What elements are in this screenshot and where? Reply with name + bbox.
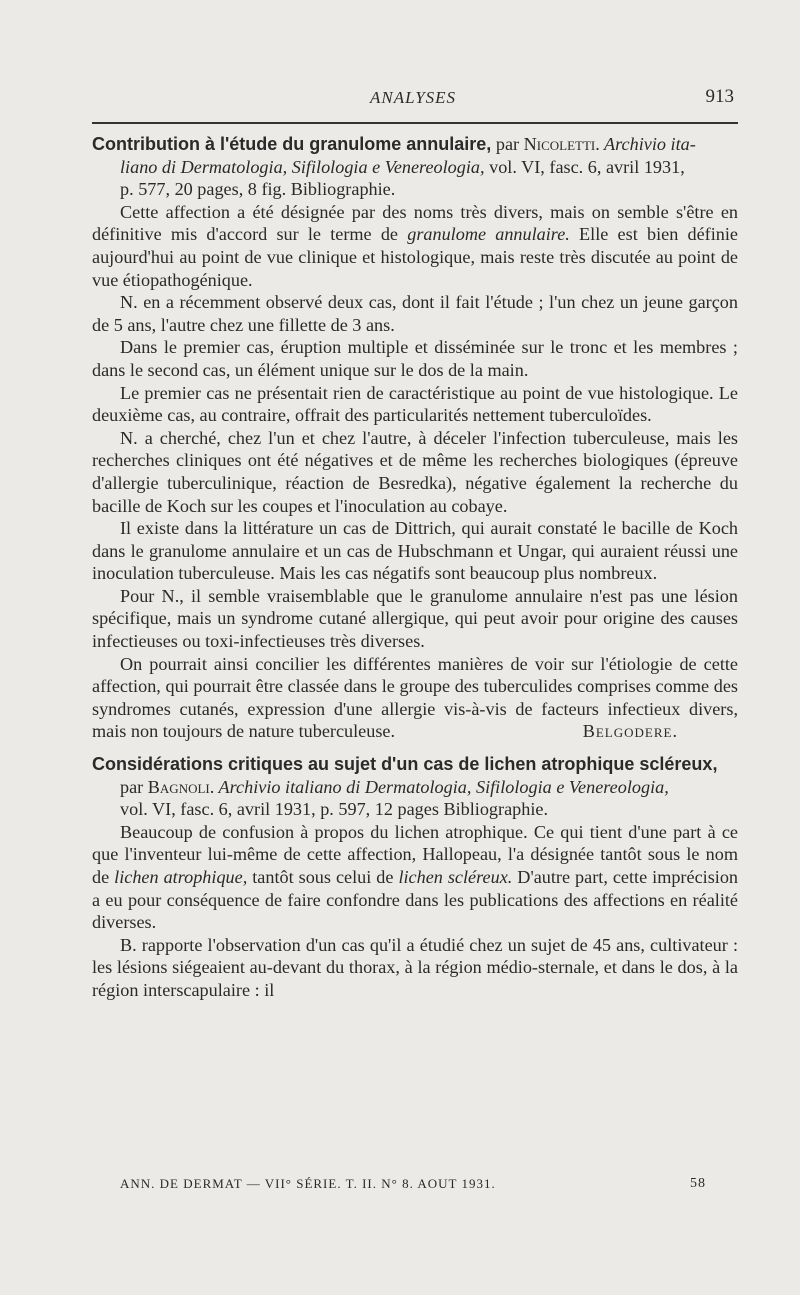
- article-reference: [92, 133, 738, 156]
- article-reference-tail: p. 577, 20 pages, 8 fig. Bibliographie.: [120, 179, 396, 200]
- journal-name-end: liano di Dermatologia, Sifilologia e Venereologia,: [120, 156, 485, 177]
- paragraph: [92, 201, 738, 291]
- emphasis: granulome annulaire.: [407, 224, 570, 245]
- paragraph: [92, 653, 738, 743]
- text-run: Cette affection a été désignée par des noms très divers, mais on semble s'être en définitive mis d'accord sur le terme de: [92, 201, 738, 245]
- article-lichen: [92, 753, 738, 1002]
- article-reference-tail: vol. VI, fasc. 6, avril 1931, p. 597, 12 pages Bibliographie.: [120, 799, 549, 820]
- article-author: Bagnoli.: [147, 776, 215, 797]
- article-reference-cont: [120, 156, 738, 179]
- text-run: Elle est bien définie aujourd'hui au point de vue clinique et histologique, mais reste très discutée au point de vue étiopathogénique.: [92, 224, 738, 290]
- text-run: D'autre part, cette imprécision a eu pour conséquence de faire confondre dans les publications des affections en réalité diverses.: [92, 867, 739, 933]
- paragraph: Le premier cas ne présentait rien de caractéristique au point de vue histologique. Le deuxième cas, au contraire, offrait des particularités nettement tuberculoïdes.: [92, 382, 738, 426]
- journal-name-start: Archivio ita-: [599, 134, 696, 154]
- journal-name: Archivio italiano di Dermatologia, Sifilologia e Venereologia,: [214, 776, 669, 797]
- journal-volume: vol. VI, fasc. 6, avril 1931,: [484, 156, 685, 177]
- signature-number: 58: [690, 1176, 706, 1191]
- by-word: par: [120, 776, 148, 797]
- text-run: Beaucoup de confusion à propos du lichen atrophique. Ce qui tient d'une part à ce que l'inventeur lui-même de cette affection, Hallopeau, l'a désignée tantôt sous le nom de: [92, 821, 738, 887]
- running-header: [92, 86, 734, 116]
- article-author: Nicoletti.: [523, 134, 600, 154]
- paragraph: [92, 821, 738, 934]
- paragraph: N. en a récemment observé deux cas, dont il fait l'étude ; l'un chez un jeune garçon de 5 ans, l'autre chez une fillette de 3 ans.: [92, 292, 738, 335]
- article-reference-cont: [120, 776, 738, 799]
- text-run: On pourrait ainsi concilier les différentes manières de voir sur l'étiologie de cette affection, qui pourrait être classée dans le groupe des tuberculides comprises comme des syndromes cutanés, expression d'une allergie vis-à-vis de facteurs infectieux divers, mais non toujours de nature tuberculeuse.: [92, 653, 738, 742]
- emphasis: lichen atrophique,: [114, 867, 248, 887]
- article-title: Contribution à l'étude du granulome annulaire,: [92, 134, 492, 154]
- article-reference: [92, 753, 738, 776]
- by-word: par: [491, 134, 524, 154]
- article-title: Considérations critiques au sujet d'un cas de lichen atrophique scléreux,: [92, 754, 718, 775]
- footer-text: ANN. DE DERMAT — VII° SÉRIE. T. II. N° 8. AOUT 1931.: [120, 1176, 496, 1191]
- paragraph: B. rapporte l'observation d'un cas qu'il a étudié chez un sujet de 45 ans, cultivateur : les lésions siégeaient au-devant du thorax, à la région médio-sternale, et dans le dos, à la région interscapulaire : il: [92, 934, 738, 1000]
- paragraph: Pour N., il semble vraisemblable que le granulome annulaire n'est pas une lésion spécifique, mais un syndrome cutané allergique, qui peut avoir pour origine des causes infectieuses ou toxi-infectieuses très diverses.: [92, 585, 738, 652]
- paragraph: N. a cherché, chez l'un et chez l'autre, à déceler l'infection tuberculeuse, mais les recherches cliniques ont été négatives et de même les recherches biologiques (épreuve d'allergie tuberculinique, réaction de Besredka), négative également la recherche du bacille de Koch sur les coupes et l'inoculation au cobaye.: [92, 427, 738, 516]
- text-run: tantôt sous celui de: [247, 867, 399, 887]
- paragraph: Dans le premier cas, éruption multiple et disséminée sur le tronc et les membres ; dans le second cas, un élément unique sur le dos de la main.: [92, 337, 738, 380]
- page-content: [92, 133, 738, 1002]
- article-granulome: [92, 133, 738, 743]
- emphasis: lichen scléreux.: [398, 867, 513, 887]
- running-title: ANALYSES: [369, 88, 457, 107]
- header-rule: [92, 122, 738, 124]
- signature: Belgodere.: [582, 721, 678, 742]
- page-number: 913: [705, 86, 734, 107]
- paragraph: Il existe dans la littérature un cas de Dittrich, qui aurait constaté le bacille de Koch dans le granulome annulaire et un cas de Hubschmann et Ungar, qui auraient réussi une inoculation tuberculeuse. Mais les cas négatifs sont beaucoup plus nombreux.: [92, 518, 738, 584]
